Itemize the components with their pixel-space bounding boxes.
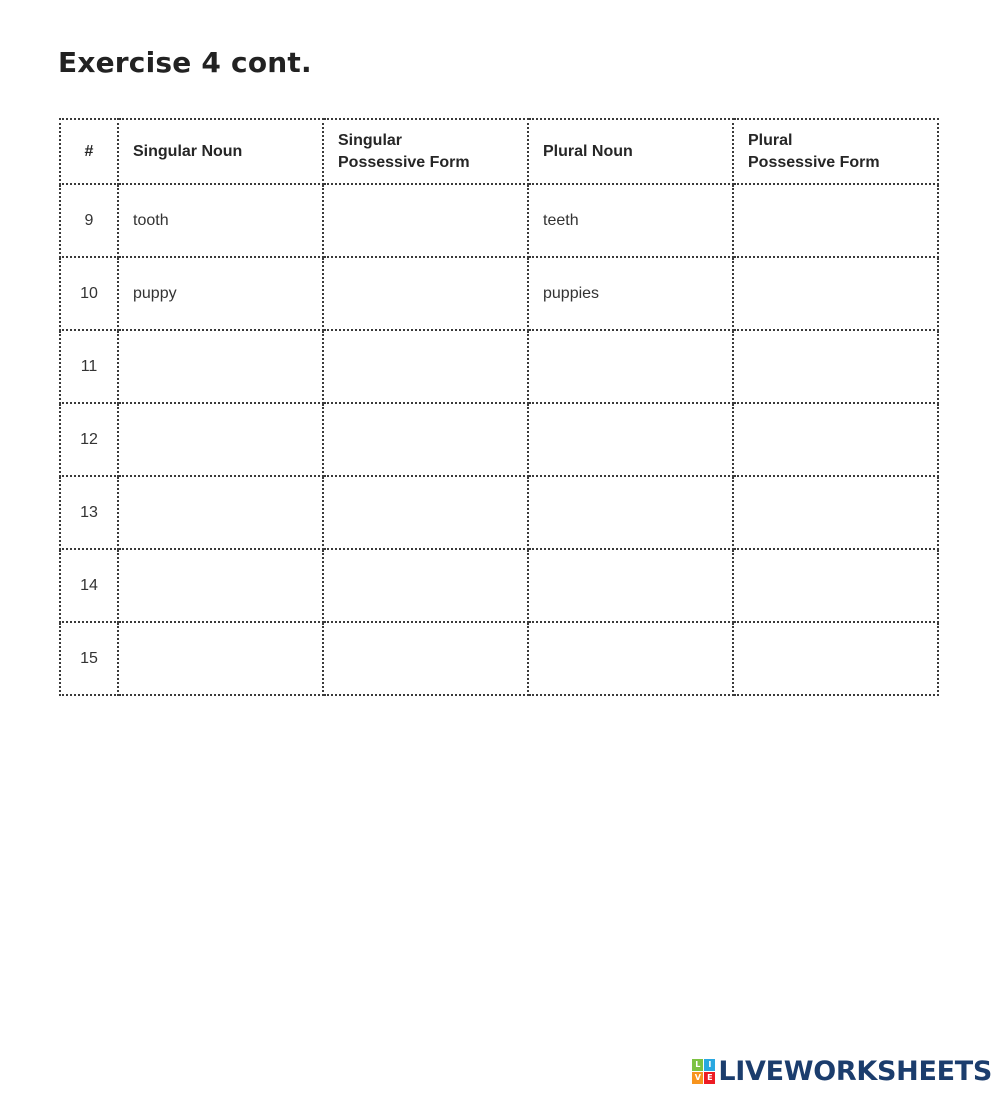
header-plural-noun: Plural Noun xyxy=(528,119,733,184)
plural-possessive-answer-cell[interactable] xyxy=(733,330,938,403)
singular-noun-answer-cell[interactable] xyxy=(118,549,323,622)
plural-noun-answer-cell[interactable] xyxy=(528,330,733,403)
singular-noun-answer-cell[interactable] xyxy=(118,622,323,695)
header-number: # xyxy=(60,119,118,184)
row-number: 12 xyxy=(60,403,118,476)
row-number: 9 xyxy=(60,184,118,257)
singular-possessive-answer-cell[interactable] xyxy=(323,476,528,549)
plural-noun-answer-cell[interactable] xyxy=(528,549,733,622)
row-number: 10 xyxy=(60,257,118,330)
plural-noun-answer-cell[interactable] xyxy=(528,403,733,476)
table-row xyxy=(60,476,938,549)
header-singular-noun: Singular Noun xyxy=(118,119,323,184)
row-number: 14 xyxy=(60,549,118,622)
singular-noun-cell: puppy xyxy=(118,257,323,330)
plural-noun-cell: teeth xyxy=(528,184,733,257)
singular-noun-answer-cell[interactable] xyxy=(118,403,323,476)
table-header-row xyxy=(60,119,938,184)
header-plural-possessive-line1: Plural xyxy=(748,131,793,149)
singular-possessive-answer-cell[interactable] xyxy=(323,549,528,622)
row-number: 15 xyxy=(60,622,118,695)
plural-noun-cell: puppies xyxy=(528,257,733,330)
logo-letter-i: I xyxy=(704,1059,715,1071)
plural-possessive-answer-cell[interactable] xyxy=(733,403,938,476)
singular-possessive-answer-cell[interactable] xyxy=(323,330,528,403)
plural-possessive-answer-cell[interactable] xyxy=(733,476,938,549)
row-number: 11 xyxy=(60,330,118,403)
plural-noun-answer-cell[interactable] xyxy=(528,476,733,549)
plural-possessive-answer-cell[interactable] xyxy=(733,184,938,257)
table-row xyxy=(60,622,938,695)
singular-possessive-answer-cell[interactable] xyxy=(323,257,528,330)
page-title: Exercise 4 cont. xyxy=(58,46,312,79)
liveworksheets-logo xyxy=(692,1056,992,1087)
logo-letter-e: E xyxy=(704,1072,715,1084)
singular-possessive-answer-cell[interactable] xyxy=(323,184,528,257)
singular-noun-answer-cell[interactable] xyxy=(118,330,323,403)
table-row xyxy=(60,184,938,257)
logo-letter-l: L xyxy=(692,1059,703,1071)
plural-noun-answer-cell[interactable] xyxy=(528,622,733,695)
table-row xyxy=(60,330,938,403)
header-singular-possessive-line2: Possessive Form xyxy=(338,153,470,171)
header-plural-possessive xyxy=(733,119,938,184)
logo-wordmark: LIVEWORKSHEETS xyxy=(718,1056,992,1087)
singular-possessive-answer-cell[interactable] xyxy=(323,622,528,695)
plural-possessive-answer-cell[interactable] xyxy=(733,622,938,695)
singular-noun-answer-cell[interactable] xyxy=(118,476,323,549)
row-number: 13 xyxy=(60,476,118,549)
live-blocks-icon xyxy=(692,1059,715,1084)
table-row xyxy=(60,257,938,330)
header-plural-possessive-line2: Possessive Form xyxy=(748,153,880,171)
singular-noun-cell: tooth xyxy=(118,184,323,257)
table-row xyxy=(60,549,938,622)
logo-letter-v: V xyxy=(692,1072,703,1084)
plural-possessive-answer-cell[interactable] xyxy=(733,549,938,622)
plural-possessive-answer-cell[interactable] xyxy=(733,257,938,330)
header-singular-possessive-line1: Singular xyxy=(338,131,403,149)
worksheet-table xyxy=(59,118,939,696)
singular-possessive-answer-cell[interactable] xyxy=(323,403,528,476)
header-singular-possessive xyxy=(323,119,528,184)
table-row xyxy=(60,403,938,476)
